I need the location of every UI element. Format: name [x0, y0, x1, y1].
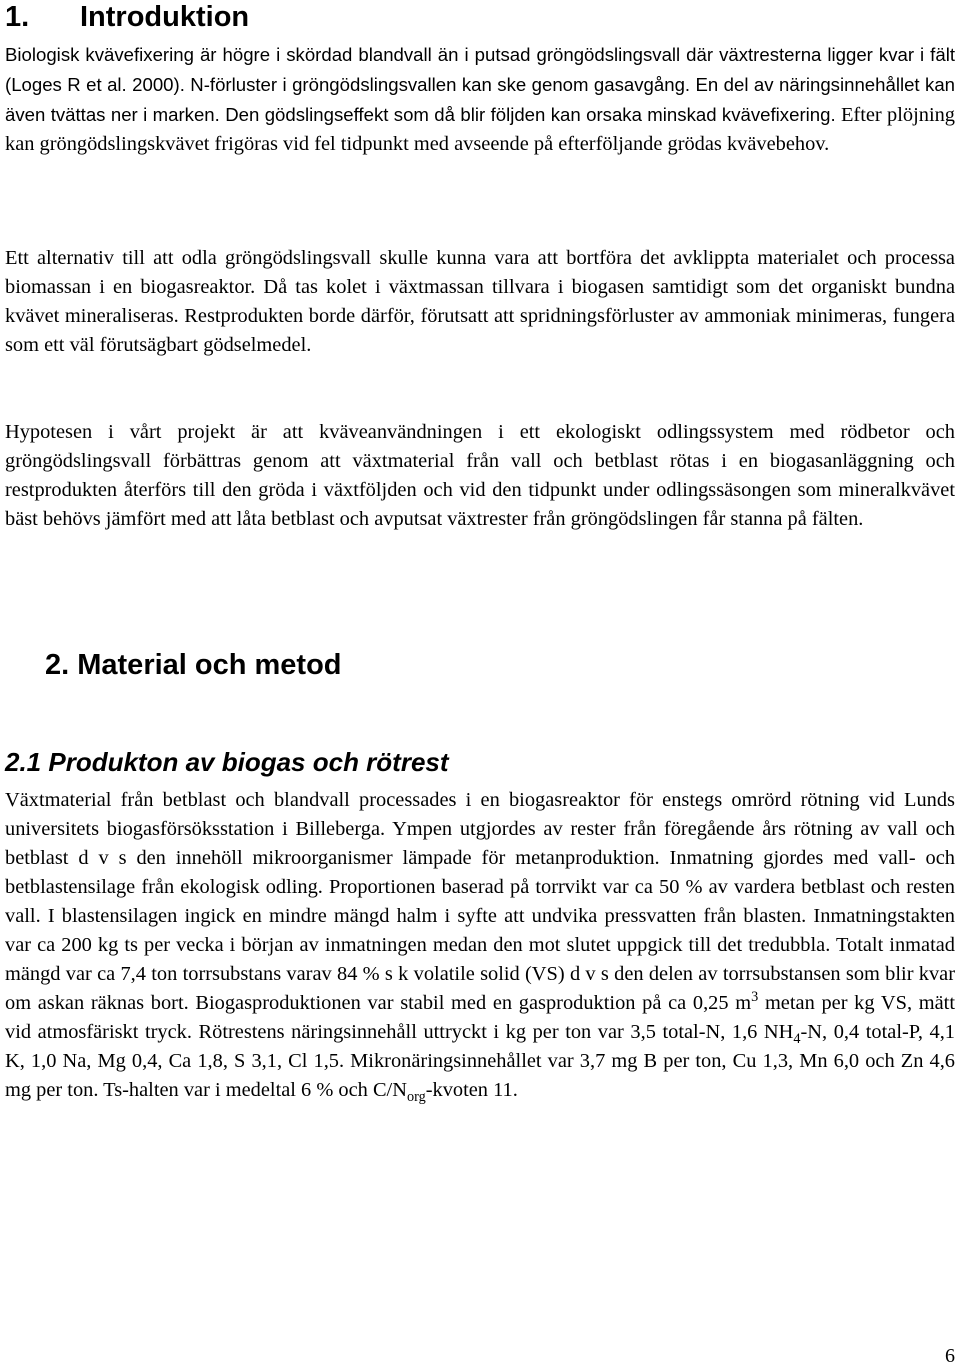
hypothesis-paragraph: Hypotesen i vårt projekt är att kväveanvändningen i ett ekologiskt odlingssystem med rödbetor och gröngödslingsvall förbättras genom att växtmaterial från vall och betblast rötas i en biogasanläggning och restprodukten återförs till den gröda i växtföljden och vid den tidpunkt under odlingssäsongen som mineralkvävet bäst behövs jämfört med att låta betblast och avputsat växtrester från gröngödslingen får stanna på fälten.	[5, 421, 955, 530]
biogas-text-1: Växtmaterial från betblast och blandvall processades i en biogasreaktor för enstegs omrörd rötning vid Lunds universitets biogasförsöksstation i Billeberga. Ympen utgjordes av rester från föregående års rötning av vall och betblast d v s den innehöll mikroorganismer lämpade för metanproduktion. Inmatning gjordes med vall- och betblastensilage från ekologisk odling. Proportionen baserad på torrvikt var ca 50 % av vardera betblast och resten vall. I blastensilagen ingick en mindre mängd halm i syfte att undvika pressvatten från blasten. Inmatningstakten var ca 200 kg ts per vecka i början av inmatningen medan den mot slutet uppgick till det tredubbla. Totalt inmatad mängd var ca 7,4 ton torrsubstans varav 84 % s k volatile solid (VS) d v s den delen av torrsubstansen som blir kvar om askan räknas bort. Biogasproduktionen var stabil med en gasproduktion på ca 0,25 m	[5, 789, 955, 1014]
superscript-3: 3	[751, 989, 759, 1006]
section-heading-material-och-metod: 2. Material och metod	[45, 649, 342, 681]
intro-paragraph-1	[5, 40, 955, 159]
intro-paragraph-2-part-b: Då tas kolet i växtmassan tillvara i biogasen samtidigt som det organiskt bundna kvävet mineraliseras. Restprodukten borde därför, förutsatt att spridningsförluster av ammoniak minimeras, fungera som ett väl förutsägbart gödselmedel.	[5, 276, 955, 356]
biogas-text-2: metan per kg VS, mätt vid atmosfäriskt tryck. Rötrestens näringsinnehåll uttryckt i kg per ton var 3,5 total-N, 1,6 NH	[5, 992, 955, 1043]
page-number: 6	[945, 1345, 955, 1367]
section-title: Introduktion	[80, 1, 250, 33]
biogas-text-3: -N, 0,4 total-P, 4,1 K, 1,0 Na, Mg 0,4, Ca 1,8, S 3,1, Cl 1,5. Mikronäringsinnehållet var 3,7 mg B per ton, Cu 1,3, Mn 6,0 och Zn 4,6 mg per ton. Ts-halten var i medeltal 6 % och C/N	[5, 1021, 955, 1101]
subscript-4: 4	[793, 1031, 801, 1048]
intro-paragraph-2-part-a: Ett alternativ till att odla gröngödslingsvall skulle kunna vara att bortföra det avklippta materialet och processa biomassan i en biogasreaktor.	[5, 247, 955, 298]
section-heading-introduktion	[5, 0, 249, 34]
biogas-paragraph	[5, 786, 955, 1105]
biogas-text-4: -kvoten 11.	[425, 1079, 518, 1101]
section-number: 1.	[5, 1, 30, 33]
subsection-heading-biogas: 2.1 Produkton av biogas och rötrest	[5, 747, 449, 777]
intro-paragraph-1-part-b: Efter plöjning kan gröngödslingskvävet frigöras vid fel tidpunkt med avseende på efterföljande grödas kvävebehov.	[5, 104, 955, 155]
intro-paragraph-2	[5, 244, 955, 360]
intro-paragraph-1-part-a: Biologisk kvävefixering är högre i skördad blandvall än i putsad gröngödslingsvall där växtresterna ligger kvar i fält (Loges R et al. 2000). N-förluster i gröngödslingsvallen kan ske genom gasavgång. En del av näringsinnehållet kan även tvättas ner i marken. Den gödslingseffekt som då blir följden kan orsaka minskad kvävefixering.	[5, 44, 955, 125]
subscript-org: org	[406, 1089, 426, 1106]
